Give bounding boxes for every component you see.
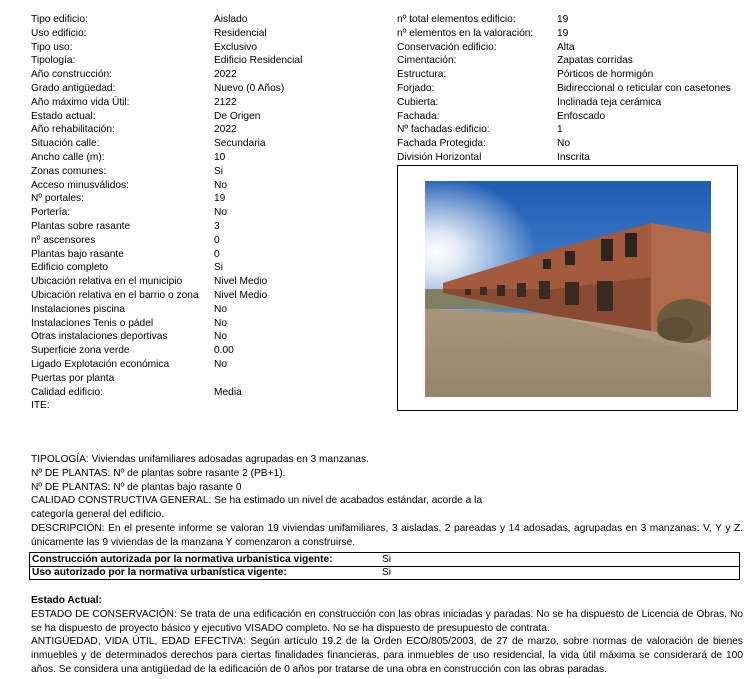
- left-value: Exclusivo: [214, 41, 258, 53]
- left-value: Secundaria: [214, 138, 266, 150]
- left-value: 0: [214, 234, 220, 246]
- left-value: 2122: [214, 96, 237, 108]
- left-label: Plantas sobre rasante: [31, 220, 131, 232]
- right-value: Pórticos de hormigón: [557, 69, 654, 81]
- right-value: Inscrita: [557, 151, 590, 163]
- right-label: Cimentación:: [397, 55, 457, 67]
- left-value: 3: [214, 220, 220, 232]
- right-values-column: [557, 13, 747, 165]
- left-values-column: [214, 13, 384, 413]
- plantas-bajo-text: Nº DE PLANTAS: Nº de plantas bajo rasante 0: [31, 481, 242, 493]
- right-value: Inclinada teja cerámica: [557, 96, 662, 108]
- building-photo-frame: [397, 165, 738, 411]
- left-value: 10: [214, 151, 226, 163]
- left-label: Acceso minusválidos:: [31, 179, 129, 191]
- estado-actual-block: [31, 594, 743, 677]
- left-value: De Origen: [214, 110, 261, 122]
- estado-title: Estado Actual:: [31, 595, 102, 606]
- left-label: ITE:: [31, 400, 50, 412]
- authorization-label: Uso autorizado por la normativa urbanística vigente:: [32, 567, 287, 578]
- left-value: Media: [214, 386, 242, 398]
- estado-conservacion-text: ESTADO DE CONSERVACIÓN: Se trata de una edificación en construcción con las obras iniciadas y paradas. No se ha dispuesto de Licencia de Obras. No se ha dispuesto de proyecto básico y ejecutivo VISADO completo. No se ha dispuesto de presupuesto de contrata.: [31, 608, 743, 634]
- left-value: Residencial: [214, 27, 267, 39]
- tipologia-text: TIPOLOGÍA: Viviendas unifamiliares adosadas agrupadas en 3 manzanas.: [31, 454, 369, 465]
- right-label: División Horizontal: [397, 151, 482, 163]
- left-value: 0.00: [214, 345, 234, 357]
- right-label: Cubierta:: [397, 96, 439, 108]
- right-value: Zapatas corridas: [557, 55, 633, 67]
- left-value: 0: [214, 248, 220, 260]
- left-value: [214, 372, 384, 386]
- left-value: Nivel Medio: [214, 276, 268, 288]
- calidad-text: CALIDAD CONSTRUCTIVA GENERAL: Se ha estimado un nivel de acabados estándar, acorde a la categoría general del edificio.: [31, 495, 483, 521]
- left-value: No: [214, 303, 228, 315]
- authorization-table: [29, 552, 740, 580]
- left-label: Ubicación relativa en el barrio o zona: [31, 289, 199, 301]
- left-label: Puertas por planta: [31, 372, 115, 384]
- left-value: [214, 399, 384, 413]
- right-value: Alta: [557, 41, 575, 53]
- right-label: Estructura:: [397, 69, 447, 81]
- building-photo: [425, 181, 711, 397]
- left-value: No: [214, 317, 228, 329]
- right-label: Forjado:: [397, 82, 435, 94]
- left-label: Uso edificio:: [31, 27, 87, 39]
- left-value: 2022: [214, 124, 237, 136]
- left-label: Tipología:: [31, 55, 76, 67]
- right-label: nº elementos en la valoración:: [397, 27, 534, 39]
- right-label: nº total elementos edificio:: [397, 14, 516, 25]
- left-value: Si: [214, 262, 224, 274]
- authorization-value: Si: [382, 567, 392, 578]
- description-block: [31, 453, 743, 550]
- left-label: Año máximo vida Útil:: [31, 96, 130, 108]
- left-label: Situación calle:: [31, 138, 100, 150]
- right-labels-column: [397, 13, 557, 165]
- left-value: Si: [214, 165, 224, 177]
- left-value: 19: [214, 193, 226, 205]
- authorization-label: Construcción autorizada por la normativa urbanística vigente:: [32, 554, 333, 565]
- left-label: Zonas comunes:: [31, 165, 107, 177]
- right-value: 19: [557, 27, 569, 39]
- left-value: Edificio Residencial: [214, 55, 303, 67]
- authorization-row-construction: [32, 553, 391, 566]
- left-label: Grado antigüedad:: [31, 82, 116, 94]
- left-label: Ligado Explotación económica: [31, 358, 170, 370]
- left-label: Otras instalaciones deportivas: [31, 331, 168, 343]
- estado-antiguedad-text: ANTIGÜEDAD, VIDA ÚTIL, EDAD EFECTIVA: Según artículo 19.2 de la Orden ECO/805/2003, de 27 de marzo, sobre normas de valoración de bienes inmuebles y de determinados derechos para ciertas finalidades financieras, para inmuebles de uso residencial, la vida útil máxima se considerará de 100 años. Se considera una antigüedad de la edificación de 0 años por tratarse de una obra en construcción con las obras paradas.: [31, 636, 743, 675]
- left-labels-column: [31, 13, 216, 413]
- left-label: Portería:: [31, 207, 71, 219]
- right-label: Conservación edificio:: [397, 41, 497, 53]
- left-label: Estado actual:: [31, 110, 96, 122]
- left-label: Edificio completo: [31, 262, 109, 274]
- authorization-row-use: [32, 566, 391, 579]
- left-label: Ubicación relativa en el municipio: [31, 276, 183, 288]
- left-value: No: [214, 179, 228, 191]
- right-value: Enfoscado: [557, 110, 606, 122]
- left-label: Superficie zona verde: [31, 345, 130, 357]
- left-value: Nuevo (0 Años): [214, 82, 285, 94]
- left-value: Nivel Medio: [214, 289, 268, 301]
- left-label: Instalaciones piscina: [31, 303, 126, 315]
- left-label: Instalaciones Tenis o pádel: [31, 317, 154, 329]
- right-label: Fachada Protegida:: [397, 138, 486, 150]
- left-label: Ancho calle (m):: [31, 151, 105, 163]
- left-label: Nº portales:: [31, 193, 84, 205]
- descripcion-text: DESCRIPCIÓN: En el presente informe se valoran 19 viviendas unifamiliares, 3 aisladas, 2 pareadas y 14 adosadas, agrupadas en 3 manzanas: V, Y y Z. únicamente las 9 viviendas de la manzana Y comenzaron a construirse.: [31, 522, 743, 548]
- left-label: Calidad edificio:: [31, 386, 103, 398]
- left-label: Plantas bajo rasante: [31, 248, 124, 260]
- right-label: Nº fachadas edificio:: [397, 124, 490, 136]
- left-label: Año construcción:: [31, 69, 112, 81]
- left-value: No: [214, 358, 228, 370]
- plantas-sobre-text: Nº DE PLANTAS: Nº de plantas sobre rasante 2 (PB+1).: [31, 467, 286, 479]
- right-label: Fachada:: [397, 110, 440, 122]
- right-value: No: [557, 138, 571, 150]
- left-label: Tipo uso:: [31, 41, 73, 53]
- left-value: 2022: [214, 69, 237, 81]
- right-value: 1: [557, 124, 563, 136]
- left-value: No: [214, 207, 228, 219]
- left-label: Tipo edificio:: [31, 14, 88, 25]
- left-label: nº ascensores: [31, 234, 96, 246]
- right-value: 19: [557, 14, 569, 25]
- left-value: No: [214, 331, 228, 343]
- left-label: Año rehabilitación:: [31, 124, 115, 136]
- authorization-value: Si: [382, 554, 392, 565]
- right-value: Bidireccional o reticular con casetones: [557, 82, 731, 94]
- left-value: Aislado: [214, 14, 248, 25]
